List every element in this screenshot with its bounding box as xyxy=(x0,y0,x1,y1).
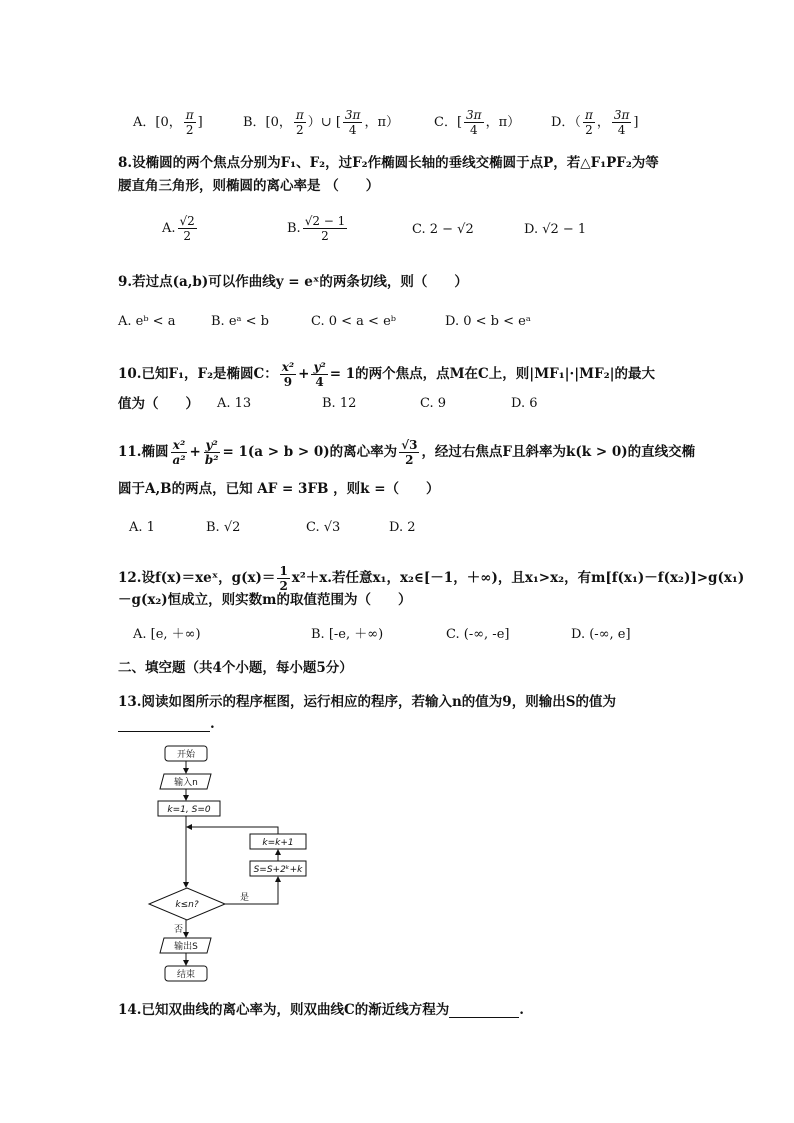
q12-option-a: A. [e, ＋∞) xyxy=(133,627,201,642)
q10-option-b: B. 12 xyxy=(322,396,357,411)
flowchart-start-label: 开始 xyxy=(176,750,196,760)
q10-option-a: A. 13 xyxy=(217,396,252,411)
q8-option-d: D. √2 − 1 xyxy=(524,222,587,237)
flowchart-condition-label: k≤n? xyxy=(175,900,199,910)
q7-option-b: B．[0， $\frac{\pi}{2}$ ）∪ [ $\frac{3\pi}{4}$ ，π） xyxy=(243,108,399,137)
q8-option-b: B. $\frac{√2 - 1}{2}$ xyxy=(287,214,346,243)
q7-option-a: A．[0， $\frac{\pi}{2}$ ] xyxy=(133,108,203,137)
q12-option-b: B. [-e, ＋∞) xyxy=(311,627,384,642)
flowchart-update-k-label: k=k+1 xyxy=(262,838,294,848)
q9-option-c: C. 0 < a < eᵇ xyxy=(311,314,396,329)
q11-stem-line2: 圆于A,B的两点，已知 AF = 3FB ，则k =（ ） xyxy=(118,481,440,497)
q8-stem-line1: 8.设椭圆的两个焦点分别为F₁、F₂，过F₂作椭圆长轴的垂线交椭圆于点P，若△F₁PF₂为等 xyxy=(118,155,659,171)
q10-stem-line1: 10.已知F₁，F₂是椭圆C： $\frac{\text{x²}}{9}$ + $\frac{\text{y²}}{4}$ = 1的两个焦点，点M在C上，则|MF₁|·|MF₂|的最大 xyxy=(118,360,656,389)
flowchart-yes-label: 是 xyxy=(240,893,250,903)
flowchart-update-s-label: S=S+2ᵏ+k xyxy=(253,865,303,875)
q14-stem: 14.已知双曲线的离心率为，则双曲线C的渐近线方程为 . xyxy=(118,1002,524,1018)
q11-option-c: C. √3 xyxy=(306,520,341,535)
flowchart-no-label: 否 xyxy=(174,925,184,935)
q10-stem-line2: 值为（ ） xyxy=(118,396,199,412)
q7-option-c: C．[ $\frac{3\pi}{4}$ ，π） xyxy=(434,108,521,137)
flowchart-init-label: k=1, S=0 xyxy=(167,805,211,815)
q13-stem-line2: . xyxy=(118,716,215,732)
q8-option-a: A. $\frac{√2}{2}$ xyxy=(162,214,195,243)
q9-option-a: A. eᵇ < a xyxy=(118,314,176,329)
q10-option-d: D. 6 xyxy=(511,396,538,411)
q9-option-b: B. eᵃ < b xyxy=(211,314,270,329)
q11-option-a: A. 1 xyxy=(129,520,155,535)
q12-stem-line2: －g(x₂)恒成立，则实数m的取值范围为（ ） xyxy=(118,592,412,608)
q12-stem-line1: 12.设f(x)＝xeˣ，g(x)＝ $\frac{1}{2}$ x²＋x.若任意x₁，x₂∈[－1，＋∞)，且x₁>x₂，有m[f(x₁)－f(x₂)]>g(x₁) xyxy=(118,564,745,593)
q8-option-c: C. 2 − √2 xyxy=(412,222,474,237)
q11-stem-line1: 11.椭圆 $\frac{\text{x²}}{\text{a²}}$ + $\frac{\text{y²}}{\text{b²}}$ = 1(a > b > 0)的离心率为 $\frac{√3}{2}$ ，经过右焦点F且斜率为k(k > 0)的直线交椭 xyxy=(118,438,696,467)
q13-stem-line1: 13.阅读如图所示的程序框图，运行相应的程序，若输入n的值为9，则输出S的值为 xyxy=(118,694,616,710)
q7-option-d: D．（ $\frac{\pi}{2}$ ， $\frac{3\pi}{4}$ ] xyxy=(551,108,639,137)
q10-option-c: C. 9 xyxy=(420,396,447,411)
section-title: 二、填空题（共4个小题，每小题5分） xyxy=(118,660,353,676)
q9-option-d: D. 0 < b < eᵃ xyxy=(445,314,531,329)
q8-stem-line2: 腰直角三角形，则椭圆的离心率是 （ ） xyxy=(118,178,380,194)
flowchart-input-label: 输入n xyxy=(174,778,198,788)
flowchart xyxy=(140,740,310,988)
q11-option-b: B. √2 xyxy=(206,520,241,535)
q14-answer-blank[interactable] xyxy=(449,1004,519,1018)
q12-option-d: D. (-∞, e] xyxy=(571,627,631,642)
q13-answer-blank[interactable] xyxy=(118,718,210,732)
flowchart-end-label: 结束 xyxy=(176,970,196,980)
flowchart-output-label: 输出S xyxy=(174,942,198,952)
q11-option-d: D. 2 xyxy=(389,520,416,535)
q12-option-c: C. (-∞, -e] xyxy=(446,627,510,642)
q7-options-row xyxy=(133,108,203,137)
q9-stem: 9.若过点(a,b)可以作曲线y = eˣ的两条切线，则（ ） xyxy=(118,274,468,290)
